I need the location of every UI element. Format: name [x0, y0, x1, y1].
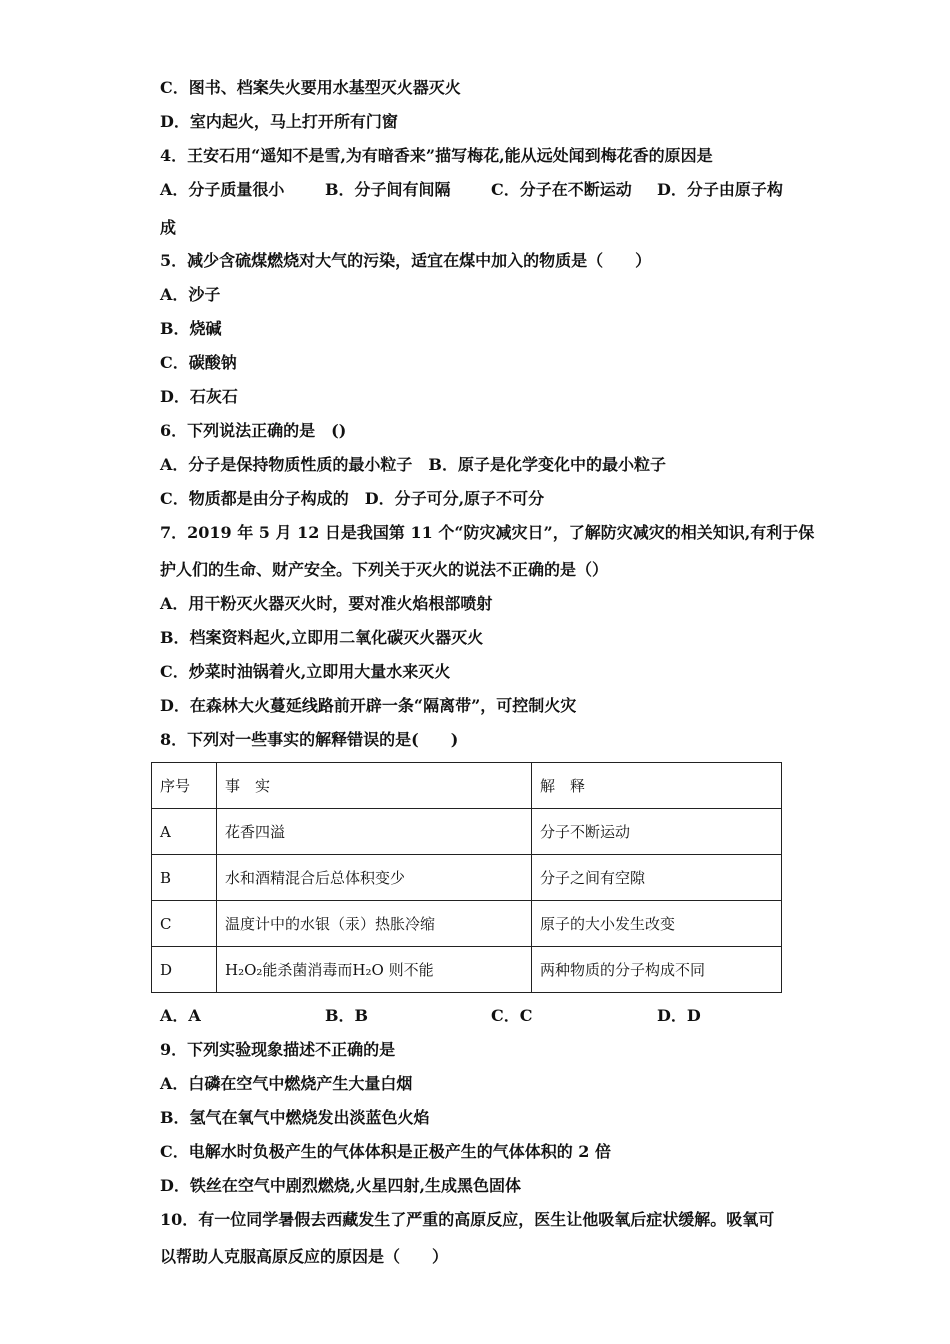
q9-option-b: B．氢气在氧气中燃烧发出淡蓝色火焰	[160, 1108, 430, 1127]
q4-option-c: C．分子在不断运动	[491, 180, 632, 199]
q10-stem-line1: 10．有一位同学暑假去西藏发生了严重的高原反应，医生让他吸氧后症状缓解。吸氧可	[160, 1210, 775, 1229]
q9-option-c: C．电解水时负极产生的气体体积是正极产生的气体体积的 2 倍	[160, 1142, 612, 1161]
table-row	[152, 855, 782, 901]
table-cell: 两种物质的分子构成不同	[532, 947, 782, 993]
table-cell: B	[152, 855, 217, 901]
table-cell: 分子不断运动	[532, 809, 782, 855]
q7-stem-line2: 护人们的生命、财产安全。下列关于灭火的说法不正确的是（）	[160, 560, 609, 579]
table-cell: A	[152, 809, 217, 855]
q10-stem-line2: 以帮助人克服高原反应的原因是（ ）	[160, 1247, 449, 1266]
table-row	[152, 947, 782, 993]
q9-stem: 9．下列实验现象描述不正确的是	[160, 1040, 396, 1059]
q6-options-cd: C．物质都是由分子构成的 D．分子可分,原子不可分	[160, 489, 545, 508]
q5-option-c: C．碳酸钠	[160, 353, 237, 372]
table-row	[152, 809, 782, 855]
q3-option-c: C．图书、档案失火要用水基型灭火器灭火	[160, 78, 461, 97]
q7-stem-line1: 7．2019 年 5 月 12 日是我国第 11 个“防灾减灾日”，了解防灾减灾的相关知识,有利于保	[160, 523, 815, 542]
q7-option-c: C．炒菜时油锅着火,立即用大量水来灭火	[160, 662, 451, 681]
q5-option-b: B．烧碱	[160, 319, 222, 338]
q8-option-b: B．B	[325, 1006, 369, 1025]
q8-option-c: C．C	[491, 1006, 533, 1025]
table-cell: H₂O₂能杀菌消毒而H₂O 则不能	[217, 947, 532, 993]
q8-stem: 8．下列对一些事实的解释错误的是( )	[160, 730, 459, 749]
q7-option-b: B．档案资料起火,立即用二氧化碳灭火器灭火	[160, 628, 484, 647]
q8-option-a: A．A	[160, 1006, 201, 1025]
q4-option-a: A．分子质量很小	[160, 180, 285, 199]
q5-stem: 5．减少含硫煤燃烧对大气的污染，适宜在煤中加入的物质是（ ）	[160, 251, 652, 270]
q8-option-d: D．D	[657, 1006, 701, 1025]
table-header-cell: 解 释	[532, 763, 782, 809]
q9-option-d: D．铁丝在空气中剧烈燃烧,火星四射,生成黑色固体	[160, 1176, 522, 1195]
table-row	[152, 901, 782, 947]
q6-stem: 6．下列说法正确的是 ()	[160, 421, 347, 440]
q4-option-d: D．分子由原子构	[657, 180, 783, 199]
table-cell: C	[152, 901, 217, 947]
facts-table	[151, 762, 782, 993]
q4-option-d-continued: 成	[160, 218, 177, 237]
q6-options-ab: A．分子是保持物质性质的最小粒子 B．原子是化学变化中的最小粒子	[160, 455, 666, 474]
table-cell: 分子之间有空隙	[532, 855, 782, 901]
q4-stem: 4．王安石用“遥知不是雪,为有暗香来”描写梅花,能从远处闻到梅花香的原因是	[160, 146, 713, 165]
table-header-cell: 事 实	[217, 763, 532, 809]
table-header-row	[152, 763, 782, 809]
q3-option-d: D．室内起火，马上打开所有门窗	[160, 112, 398, 131]
q5-option-a: A．沙子	[160, 285, 221, 304]
table-cell: 花香四溢	[217, 809, 532, 855]
q4-option-b: B．分子间有间隔	[325, 180, 451, 199]
q5-option-d: D．石灰石	[160, 387, 238, 406]
table-cell: D	[152, 947, 217, 993]
table-cell: 原子的大小发生改变	[532, 901, 782, 947]
q7-option-a: A．用干粉灭火器灭火时，要对准火焰根部喷射	[160, 594, 493, 613]
table-header-cell: 序号	[152, 763, 217, 809]
table-cell: 温度计中的水银（汞）热胀冷缩	[217, 901, 532, 947]
table-cell: 水和酒精混合后总体积变少	[217, 855, 532, 901]
q9-option-a: A．白磷在空气中燃烧产生大量白烟	[160, 1074, 413, 1093]
q7-option-d: D．在森林大火蔓延线路前开辟一条“隔离带”，可控制火灾	[160, 696, 577, 715]
